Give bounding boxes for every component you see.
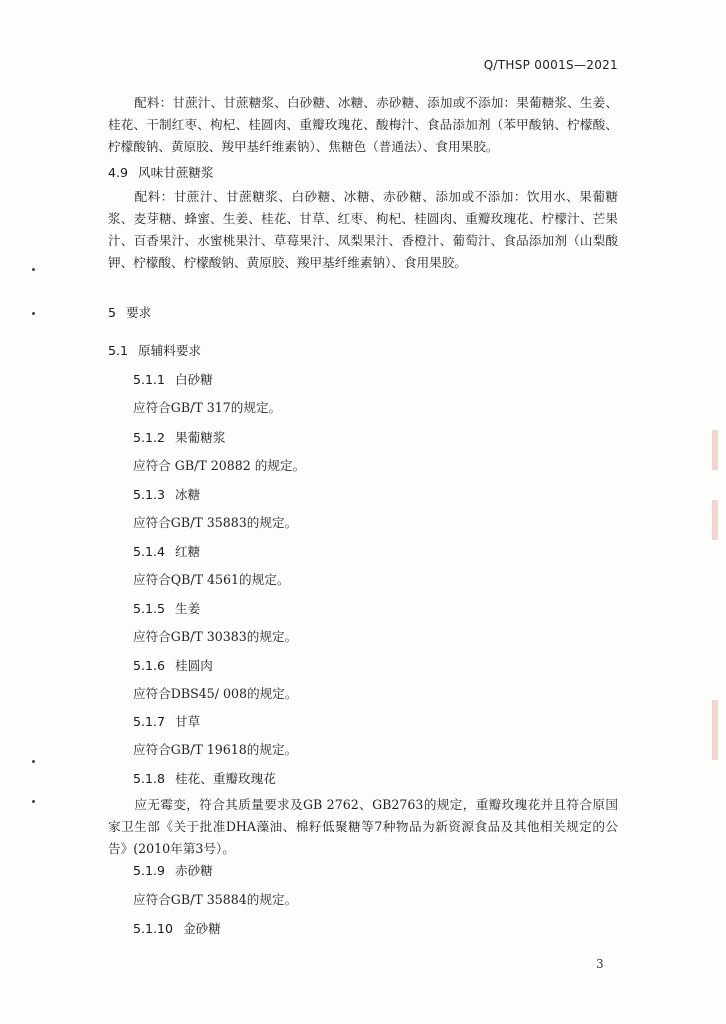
item-title: 白砂糖 xyxy=(175,372,213,387)
item-title: 生姜 xyxy=(175,601,201,616)
scan-dot xyxy=(32,760,35,763)
item-title: 桂圆肉 xyxy=(175,658,213,673)
item-title: 甘草 xyxy=(175,714,201,729)
item-5-1-3-heading xyxy=(133,484,200,503)
item-title: 桂花、重瓣玫瑰花 xyxy=(175,771,276,786)
scan-dot xyxy=(32,800,35,803)
section-5-heading xyxy=(108,302,151,321)
item-number: 5.1.4 xyxy=(133,544,166,559)
item-5-1-5-heading xyxy=(133,598,200,617)
section-5-1-heading xyxy=(108,340,201,359)
item-5-1-5-text: 应符合GB/T 30383的规定。 xyxy=(133,629,298,644)
item-number: 5.1.10 xyxy=(133,921,174,936)
item-number: 5.1.7 xyxy=(133,714,166,729)
stamp-bleed-mark xyxy=(712,430,718,470)
scan-dot xyxy=(32,312,35,315)
item-title: 果葡糖浆 xyxy=(175,430,226,445)
item-5-1-8-heading xyxy=(133,768,276,787)
section-title: 要求 xyxy=(126,305,152,320)
document-code-header: Q/THSP 0001S—2021 xyxy=(483,58,618,72)
item-5-1-8-text: 应无霉变，符合其质量要求及GB 2762、GB2763的规定，重瓣玫瑰花并且符合原国家卫生部《关于批准DHA藻油、棉籽低聚糖等7种物品为新资源食品及其他相关规定的公告》(2010年第3号）。 xyxy=(108,797,618,856)
scan-dot xyxy=(32,268,35,271)
item-5-1-2-heading xyxy=(133,427,225,446)
item-title: 金砂糖 xyxy=(183,921,221,936)
intro-ingredients-text: 配料：甘蔗汁、甘蔗糖浆、白砂糖、冰糖、赤砂糖、添加或不添加：果葡糖浆、生姜、桂花、干制红枣、枸杞、桂圆肉、重瓣玫瑰花、酸梅汁、食品添加剂（苯甲酸钠、柠檬酸、柠檬酸钠、黄原胶、羧甲基纤维素钠）、焦糖色（普通法）、食用果胶。 xyxy=(108,95,618,154)
item-title: 红糖 xyxy=(175,544,201,559)
item-5-1-4-text: 应符合QB/T 4561的规定。 xyxy=(133,572,290,587)
item-5-1-9-text: 应符合GB/T 35884的规定。 xyxy=(133,892,298,907)
intro-ingredients-paragraph xyxy=(108,92,618,158)
item-number: 5.1.2 xyxy=(133,430,166,445)
page-number: 3 xyxy=(596,957,604,971)
stamp-bleed-mark xyxy=(712,500,718,540)
item-number: 5.1.8 xyxy=(133,771,166,786)
stamp-bleed-mark xyxy=(712,700,718,760)
section-number: 5.1 xyxy=(108,343,129,358)
item-title: 冰糖 xyxy=(175,487,201,502)
item-5-1-4-heading xyxy=(133,541,200,560)
section-4-9-ingredients-paragraph xyxy=(108,186,618,274)
item-5-1-1-heading xyxy=(133,369,213,388)
item-5-1-7-heading xyxy=(133,711,200,730)
section-4-9-ingredients-text: 配料：甘蔗汁、甘蔗糖浆、白砂糖、冰糖、赤砂糖、添加或不添加：饮用水、果葡糖浆、麦芽糖、蜂蜜、生姜、桂花、甘草、红枣、枸杞、桂圆肉、重瓣玫瑰花、柠檬汁、芒果汁、百香果汁、水蜜桃果汁、草莓果汁、凤梨果汁、香橙汁、葡萄汁、食品添加剂（山梨酸钾、柠檬酸、柠檬酸钠、黄原胶、羧甲基纤维素钠）、食用果胶。 xyxy=(108,189,618,270)
item-5-1-10-heading xyxy=(133,918,221,937)
item-5-1-1-text: 应符合GB/T 317的规定。 xyxy=(133,400,282,415)
section-number: 4.9 xyxy=(108,165,129,180)
item-5-1-3-text: 应符合GB/T 35883的规定。 xyxy=(133,515,298,530)
item-number: 5.1.6 xyxy=(133,658,166,673)
item-5-1-7-text: 应符合GB/T 19618的规定。 xyxy=(133,742,298,757)
section-4-9-heading xyxy=(108,162,214,181)
section-number: 5 xyxy=(108,305,117,320)
item-number: 5.1.3 xyxy=(133,487,166,502)
item-number: 5.1.5 xyxy=(133,601,166,616)
item-title: 赤砂糖 xyxy=(175,863,213,878)
item-5-1-9-heading xyxy=(133,860,213,879)
section-title: 风味甘蔗糖浆 xyxy=(138,165,214,180)
item-number: 5.1.1 xyxy=(133,372,166,387)
item-5-1-6-text: 应符合DBS45/ 008的规定。 xyxy=(133,686,298,701)
item-5-1-2-text: 应符合 GB/T 20882 的规定。 xyxy=(133,458,306,473)
section-title: 原辅料要求 xyxy=(138,343,201,358)
item-5-1-8-paragraph xyxy=(108,794,618,860)
item-number: 5.1.9 xyxy=(133,863,166,878)
item-5-1-6-heading xyxy=(133,655,213,674)
